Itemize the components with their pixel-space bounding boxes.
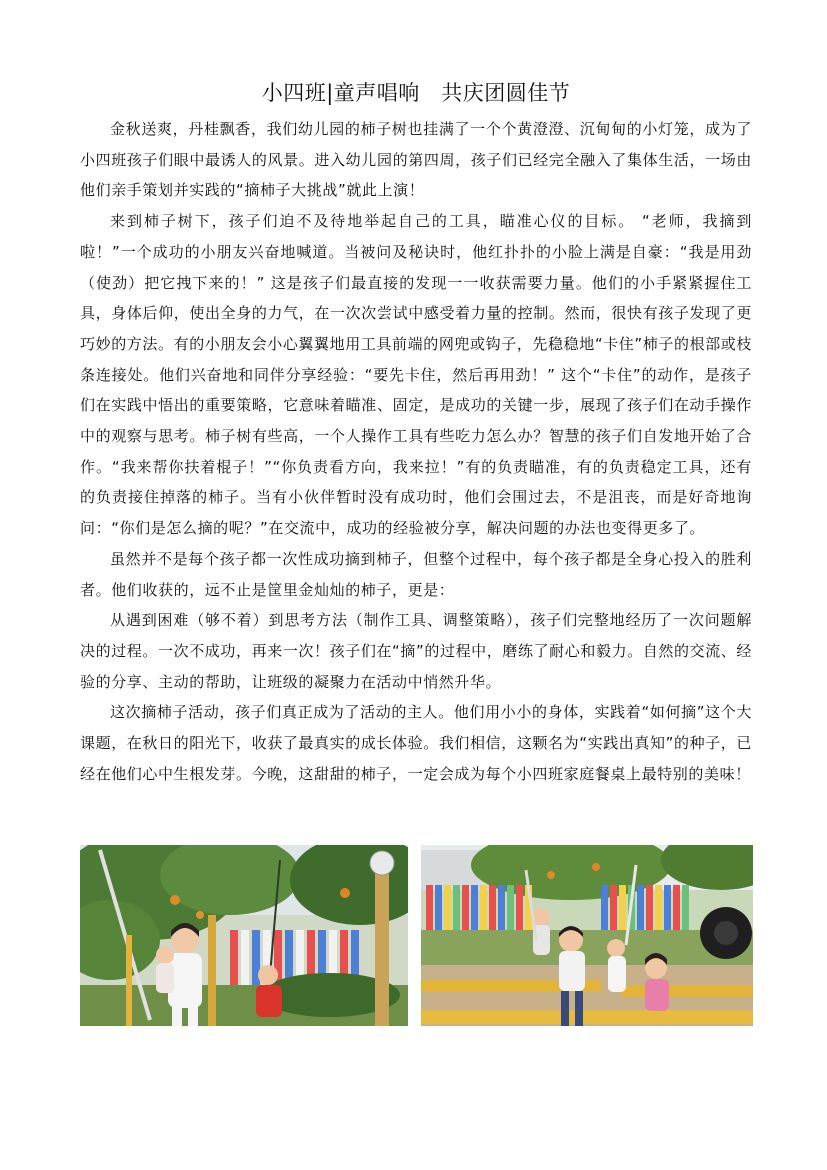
paragraph-2: 来到柿子树下，孩子们迫不及待地举起自己的工具，瞄准心仪的目标。 “老师，我摘到啦！”一个成功的小朋友兴奋地喊道。当被问及秘诀时，他红扑扑的小脸上满是自豪：“我是用劲（使劲）把它拽下来的！” 这是孩子们最直接的发现一一收获需要力量。他们的小手紧紧握住工具，身体后仰，使出全身的力气，在一次次尝试中感受着力量的控制。然而，很快有孩子发现了更巧妙的方法。有的小朋友会小心翼翼地用工具前端的网兜或钩子，先稳稳地“卡住”柿子的根部或枝条连接处。他们兴奋地和同伴分享经验：“要先卡住，然后再用劲！” 这个“卡住”的动作，是孩子们在实践中悟出的重要策略，它意味着瞄准、固定，是成功的关键一步，展现了孩子们在动手操作中的观察与思考。柿子树有些高，一个人操作工具有些吃力怎么办？智慧的孩子们自发地开始了合作。“我来帮你扶着棍子！”“你负责看方向，我来拉！”有的负责瞄准，有的负责稳定工具，还有的负责接住掉落的柿子。当有小伙伴暂时没有成功时，他们会围过去，不是沮丧，而是好奇地询问：“你们是怎么摘的呢？”在交流中，成功的经验被分享，解决问题的办法也变得更多了。 <box>80 212 752 538</box>
activity-photo-right <box>421 845 753 1026</box>
article-body <box>80 114 752 789</box>
activity-photo-left <box>80 845 408 1026</box>
page-title: 小四班|童声唱响 共庆团圆佳节 <box>261 81 571 105</box>
paragraph-1: 金秋送爽，丹桂飘香，我们幼儿园的柿子树也挂满了一个个黄澄澄、沉甸甸的小灯笼，成为了小四班孩子们眼中最诱人的风景。进入幼儿园的第四周，孩子们已经完全融入了集体生活，一场由他们亲手策划并实践的“摘柿子大挑战”就此上演！ <box>80 120 752 200</box>
paragraph-4: 从遇到困难（够不着）到思考方法（制作工具、调整策略），孩子们完整地经历了一次问题解决的过程。一次不成功，再来一次！孩子们在“摘”的过程中，磨练了耐心和毅力。自然的交流、经验的分享、主动的帮助，让班级的凝聚力在活动中悄然升华。 <box>80 611 752 691</box>
paragraph-5: 这次摘柿子活动，孩子们真正成为了活动的主人。他们用小小的身体，实践着“如何摘”这个大课题，在秋日的阳光下，收获了最真实的成长体验。我们相信，这颗名为“实践出真知”的种子，已经在他们心中生根发芽。今晚，这甜甜的柿子，一定会成为每个小四班家庭餐桌上最特别的美味！ <box>80 703 752 783</box>
paragraph-3: 虽然并不是每个孩子都一次性成功摘到柿子，但整个过程中，每个孩子都是全身心投入的胜利者。他们收获的，远不止是筐里金灿灿的柿子，更是： <box>80 549 752 599</box>
